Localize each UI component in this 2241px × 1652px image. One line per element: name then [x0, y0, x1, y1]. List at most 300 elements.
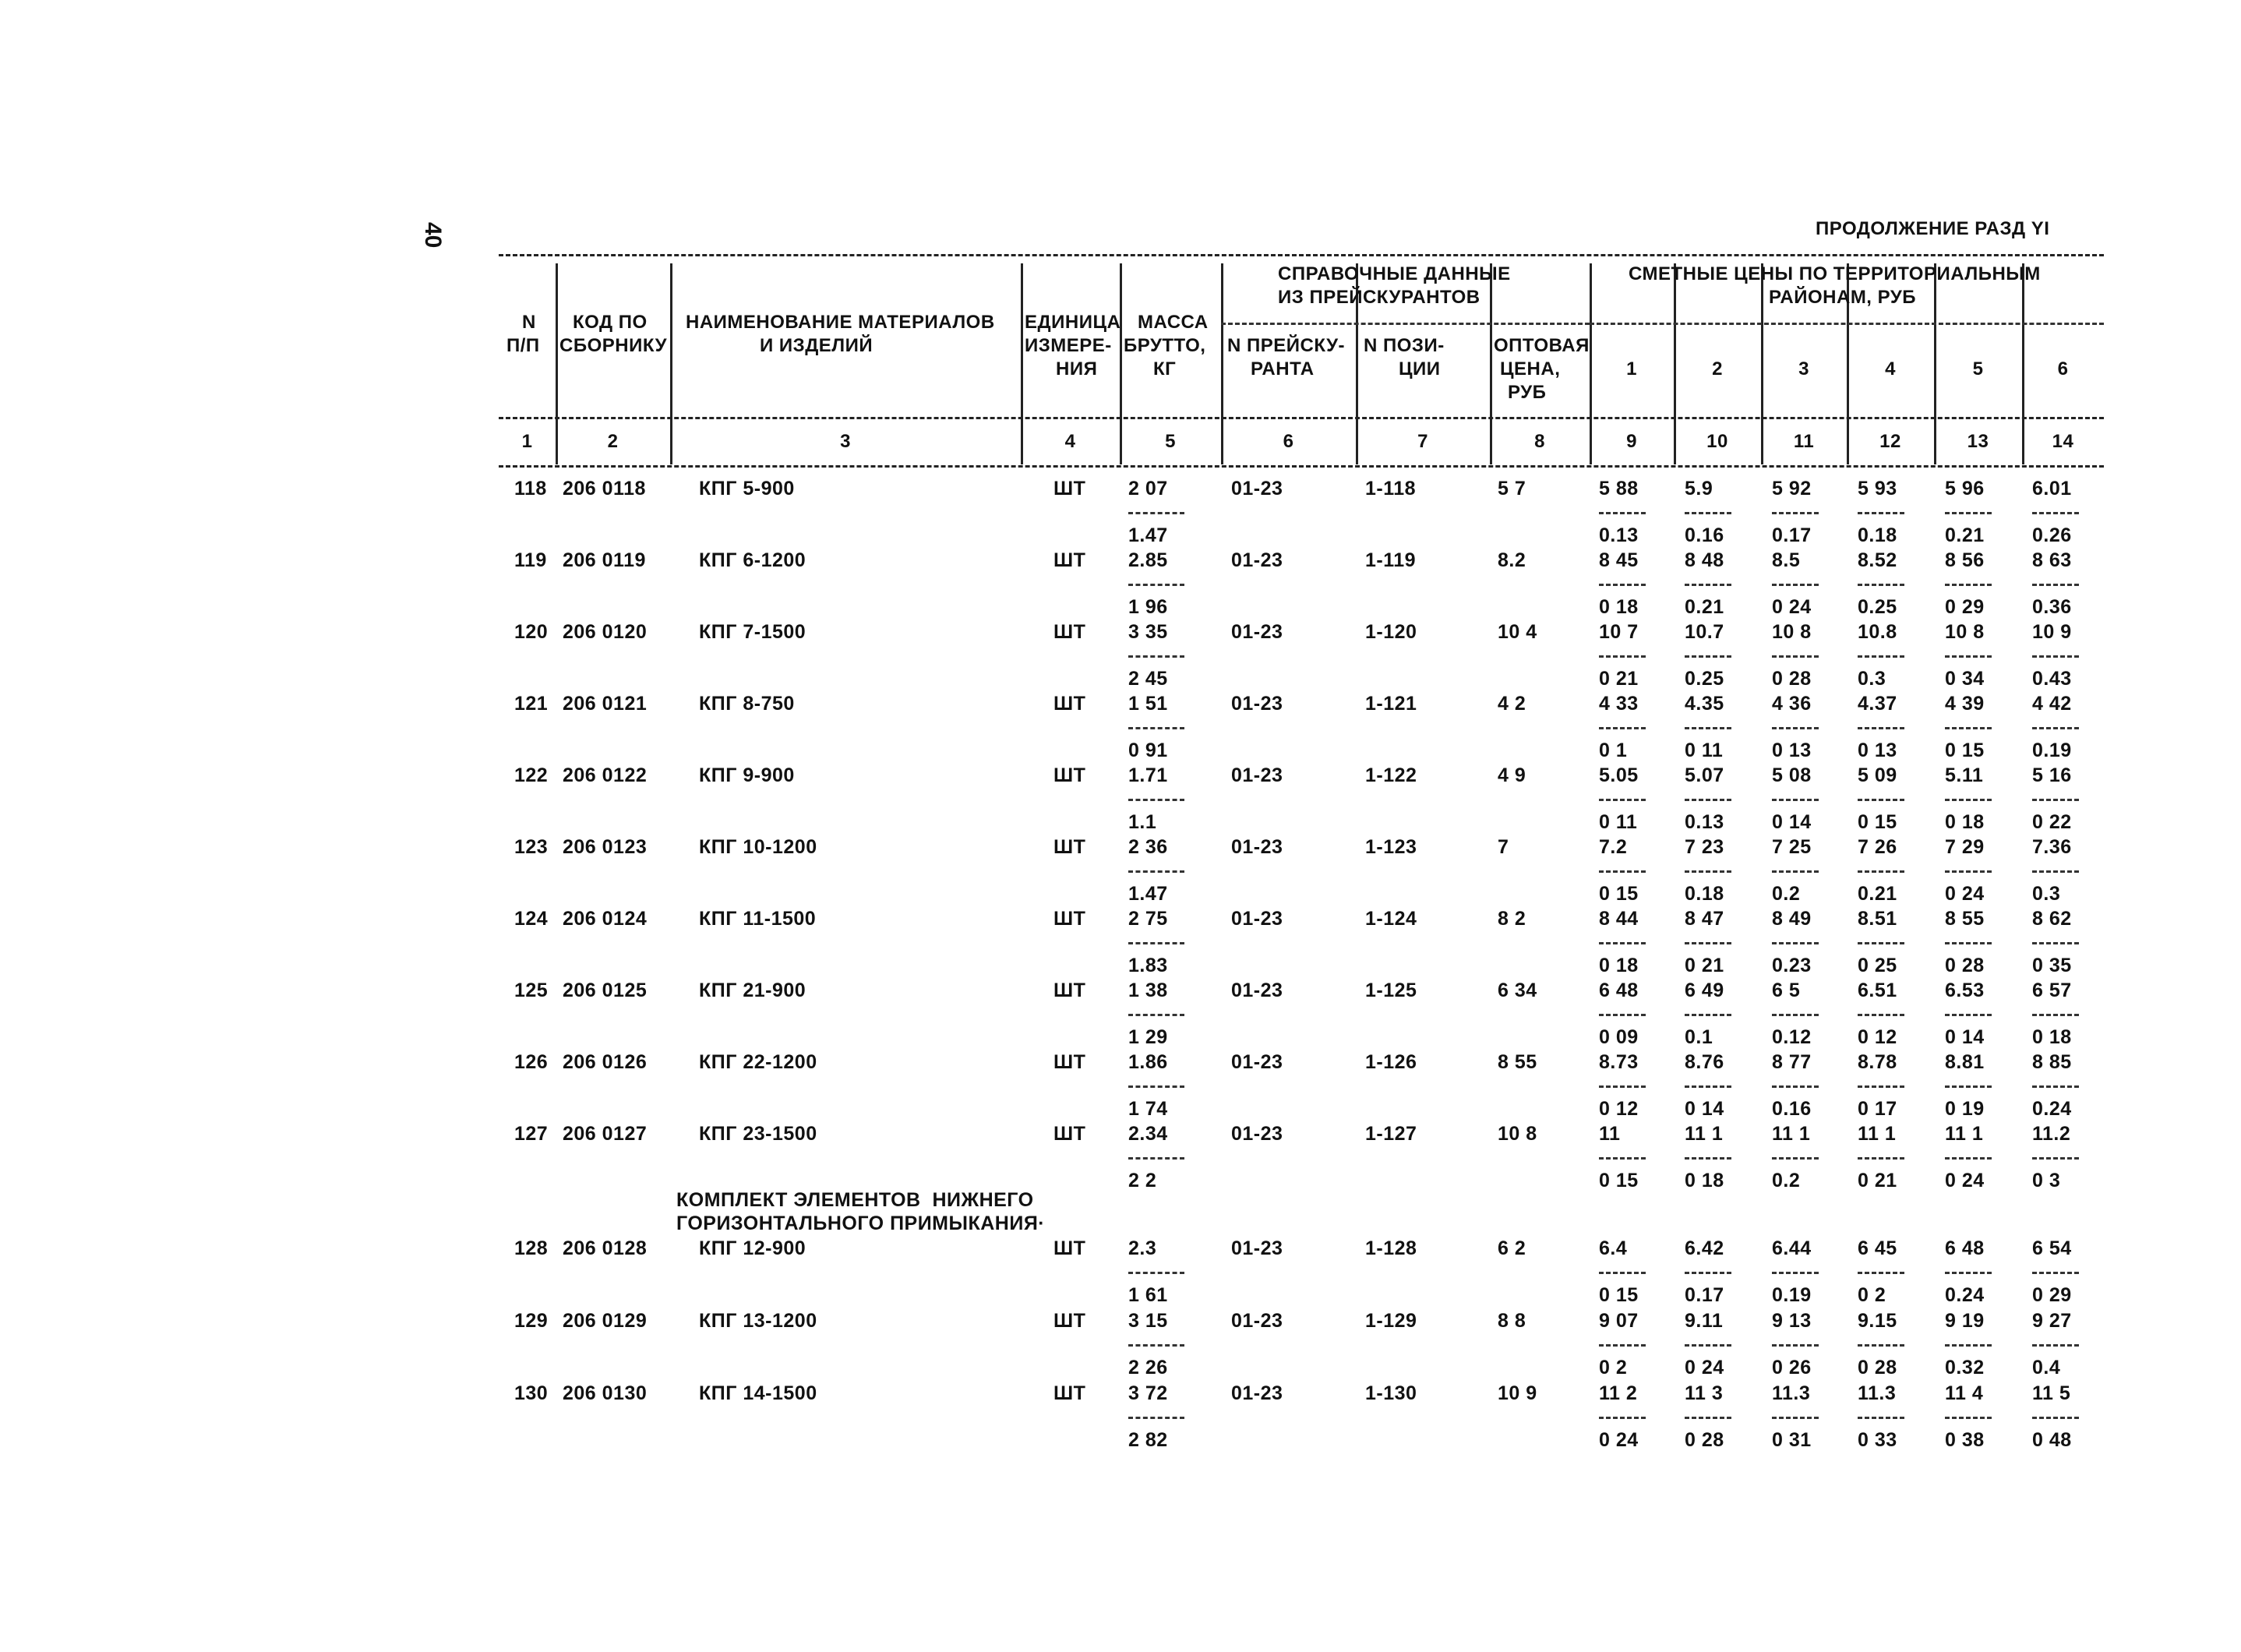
row-region-sub: 0 11	[1599, 811, 1638, 833]
row-region-sub: 0 29	[2032, 1284, 2072, 1306]
price-fraction-bar	[1599, 799, 1646, 801]
row-region-price: 11 3	[1685, 1382, 1724, 1404]
row-region-price: 8.76	[1685, 1051, 1724, 1073]
row-unit: ШТ	[1053, 908, 1086, 930]
row-mass: 2 36	[1128, 836, 1168, 858]
row-region-sub: 0 24	[1945, 883, 1985, 905]
header-code: КОД ПО	[573, 312, 648, 333]
price-fraction-bar	[1858, 512, 1904, 514]
header-bottom-rule	[499, 417, 2104, 419]
price-fraction-bar	[2032, 1344, 2079, 1347]
row-mass: 1.71	[1128, 764, 1168, 786]
row-number: 124	[514, 908, 549, 930]
row-region-price: 8.78	[1858, 1051, 1897, 1073]
price-fraction-bar	[1772, 1417, 1819, 1419]
price-fraction-bar	[2032, 870, 2079, 873]
row-region-price: 11 5	[2032, 1382, 2071, 1404]
row-wholesale-price: 4 2	[1498, 693, 1526, 715]
header-region-3: 3	[1798, 358, 1809, 379]
header-name: И ИЗДЕЛИЙ	[760, 335, 873, 356]
row-region-price: 5 16	[2032, 764, 2072, 786]
row-code: 206 0127	[563, 1123, 648, 1145]
row-region-sub: 0.36	[2032, 596, 2072, 618]
row-region-sub: 0 25	[1858, 955, 1897, 976]
price-fraction-bar	[1685, 870, 1731, 873]
row-wholesale-price: 4 9	[1498, 764, 1526, 786]
row-code: 206 0124	[563, 908, 648, 930]
price-fraction-bar	[1945, 512, 1992, 514]
row-number: 125	[514, 980, 549, 1001]
price-fraction-bar	[2032, 942, 2079, 944]
column-number-6: 6	[1283, 431, 1294, 452]
row-region-sub: 0 15	[1599, 883, 1639, 905]
row-position: 1-125	[1365, 980, 1417, 1001]
row-name: КПГ 13-1200	[699, 1310, 817, 1332]
price-fraction-bar	[1685, 727, 1731, 729]
row-region-sub: 0 11	[1685, 740, 1724, 761]
row-unit: ШТ	[1053, 1237, 1086, 1259]
row-position: 1-129	[1365, 1310, 1417, 1332]
price-fraction-bar	[1772, 870, 1819, 873]
column-number-9: 9	[1626, 431, 1637, 452]
column-number-2: 2	[607, 431, 619, 452]
row-region-sub: 0.2	[1772, 883, 1801, 905]
price-fraction-bar	[1945, 1157, 1992, 1160]
row-name: КПГ 12-900	[699, 1237, 806, 1259]
row-code: 206 0121	[563, 693, 648, 715]
price-fraction-bar	[1945, 1344, 1992, 1347]
row-region-price: 4 42	[2032, 693, 2072, 715]
price-fraction-bar	[1945, 1085, 1992, 1088]
row-position: 1-128	[1365, 1237, 1417, 1259]
row-mass-sub: 2 2	[1128, 1170, 1157, 1191]
price-fraction-bar	[1858, 799, 1904, 801]
row-code: 206 0130	[563, 1382, 648, 1404]
row-position: 1-118	[1365, 478, 1417, 499]
row-region-sub: 0.3	[2032, 883, 2061, 905]
row-region-price: 7 23	[1685, 836, 1724, 858]
row-position: 1-123	[1365, 836, 1417, 858]
mass-fraction-bar	[1128, 1014, 1184, 1016]
row-region-sub: 0 2	[1599, 1357, 1628, 1378]
row-region-price: 4 33	[1599, 693, 1639, 715]
row-name: КПГ 10-1200	[699, 836, 817, 858]
row-region-sub: 0 18	[1945, 811, 1985, 833]
row-region-sub: 0.18	[1858, 524, 1897, 546]
row-region-sub: 0 1	[1599, 740, 1628, 761]
row-region-sub: 0.21	[1858, 883, 1897, 905]
row-unit: ШТ	[1053, 693, 1086, 715]
row-region-price: 8 44	[1599, 908, 1639, 930]
row-unit: ШТ	[1053, 1051, 1086, 1073]
header-ref-group: ИЗ ПРЕЙСКУРАНТОВ	[1278, 287, 1480, 308]
row-region-sub: 0.26	[2032, 524, 2072, 546]
row-region-sub: 0 21	[1599, 668, 1639, 690]
header-region-5: 5	[1972, 358, 1984, 379]
row-region-price: 5 08	[1772, 764, 1812, 786]
price-fraction-bar	[2032, 727, 2079, 729]
price-fraction-bar	[2032, 1085, 2079, 1088]
row-mass-sub: 2 26	[1128, 1357, 1168, 1378]
row-pricelist: 01-23	[1231, 1382, 1283, 1404]
row-wholesale-price: 8.2	[1498, 549, 1526, 571]
row-region-price: 11.3	[1772, 1382, 1811, 1404]
row-region-price: 10 7	[1599, 621, 1639, 643]
row-code: 206 0123	[563, 836, 648, 858]
row-name: КПГ 23-1500	[699, 1123, 817, 1145]
row-number: 120	[514, 621, 549, 643]
price-fraction-bar	[1685, 1157, 1731, 1160]
column-number-13: 13	[1967, 431, 1989, 452]
ref-group-rule	[1221, 323, 1590, 325]
header-region-group: СМЕТНЫЕ ЦЕНЫ ПО ТЕРРИТОРИАЛЬНЫМ	[1629, 263, 2041, 284]
header-mass: КГ	[1153, 358, 1177, 379]
row-unit: ШТ	[1053, 478, 1086, 499]
row-name: КПГ 21-900	[699, 980, 806, 1001]
row-region-sub: 0 38	[1945, 1429, 1985, 1451]
row-pricelist: 01-23	[1231, 980, 1283, 1001]
row-name: КПГ 6-1200	[699, 549, 806, 571]
row-code: 206 0122	[563, 764, 648, 786]
row-number: 128	[514, 1237, 549, 1259]
price-fraction-bar	[1858, 727, 1904, 729]
row-pricelist: 01-23	[1231, 1051, 1283, 1073]
row-region-sub: 0.16	[1772, 1098, 1812, 1120]
colnum-bottom-rule	[499, 465, 2104, 468]
price-fraction-bar	[1772, 1157, 1819, 1160]
price-fraction-bar	[1945, 870, 1992, 873]
row-wholesale-price: 8 55	[1498, 1051, 1537, 1073]
price-fraction-bar	[1599, 584, 1646, 586]
row-region-sub: 0 24	[1945, 1170, 1985, 1191]
region-group-rule	[1590, 323, 2104, 325]
row-mass: 2 07	[1128, 478, 1168, 499]
row-mass-sub: 1.83	[1128, 955, 1168, 976]
row-region-price: 8 49	[1772, 908, 1812, 930]
row-region-sub: 0 24	[1599, 1429, 1639, 1451]
price-fraction-bar	[1772, 655, 1819, 658]
price-fraction-bar	[1772, 1272, 1819, 1274]
row-region-price: 8 45	[1599, 549, 1639, 571]
row-region-sub: 0 14	[1945, 1026, 1985, 1048]
row-region-price: 8 62	[2032, 908, 2072, 930]
price-fraction-bar	[1772, 1014, 1819, 1016]
price-fraction-bar	[1945, 1272, 1992, 1274]
header-name: НАИМЕНОВАНИЕ МАТЕРИАЛОВ	[686, 312, 995, 333]
price-fraction-bar	[1858, 655, 1904, 658]
header-region-group: РАЙОНАМ, РУБ	[1769, 287, 1917, 308]
row-region-price: 5 96	[1945, 478, 1985, 499]
price-fraction-bar	[1685, 1417, 1731, 1419]
row-position: 1-127	[1365, 1123, 1417, 1145]
price-fraction-bar	[1945, 942, 1992, 944]
row-number: 127	[514, 1123, 549, 1145]
column-number-10: 10	[1706, 431, 1728, 452]
row-region-sub: 0 09	[1599, 1026, 1639, 1048]
row-region-sub: 0.24	[1945, 1284, 1985, 1306]
row-region-sub: 0 35	[2032, 955, 2072, 976]
mass-fraction-bar	[1128, 799, 1184, 801]
price-fraction-bar	[1599, 1085, 1646, 1088]
row-position: 1-119	[1365, 549, 1417, 571]
row-region-sub: 0 12	[1599, 1098, 1639, 1120]
row-region-price: 10.8	[1858, 621, 1897, 643]
row-region-price: 11 2	[1599, 1382, 1638, 1404]
row-region-price: 6.01	[2032, 478, 2072, 499]
price-fraction-bar	[1858, 1085, 1904, 1088]
row-mass-sub: 1 74	[1128, 1098, 1168, 1120]
row-pricelist: 01-23	[1231, 1310, 1283, 1332]
row-region-price: 6.44	[1772, 1237, 1812, 1259]
row-wholesale-price: 10 9	[1498, 1382, 1537, 1404]
row-name: КПГ 8-750	[699, 693, 795, 715]
row-region-price: 11	[1599, 1123, 1621, 1145]
price-fraction-bar	[1945, 584, 1992, 586]
header-np: П/П	[506, 335, 540, 356]
row-region-sub: 0 18	[2032, 1026, 2072, 1048]
row-mass: 1 38	[1128, 980, 1168, 1001]
mass-fraction-bar	[1128, 1085, 1184, 1088]
header-np: N	[522, 312, 536, 333]
price-fraction-bar	[1772, 1085, 1819, 1088]
header-ref-group: СПРАВОЧНЫЕ ДАННЫЕ	[1278, 263, 1511, 284]
price-fraction-bar	[1599, 1157, 1646, 1160]
mass-fraction-bar	[1128, 870, 1184, 873]
row-name: КПГ 11-1500	[699, 908, 817, 930]
price-fraction-bar	[2032, 1157, 2079, 1160]
row-region-sub: 0 28	[1685, 1429, 1724, 1451]
row-region-price: 11.3	[1858, 1382, 1897, 1404]
price-fraction-bar	[1685, 1014, 1731, 1016]
row-region-price: 6.42	[1685, 1237, 1724, 1259]
mass-fraction-bar	[1128, 512, 1184, 514]
header-pricelist: РАНТА	[1251, 358, 1315, 379]
row-region-price: 6 5	[1772, 980, 1801, 1001]
row-region-sub: 0 34	[1945, 668, 1985, 690]
row-region-sub: 0 28	[1858, 1357, 1897, 1378]
price-fraction-bar	[1685, 655, 1731, 658]
row-region-price: 8 48	[1685, 549, 1724, 571]
row-code: 206 0129	[563, 1310, 648, 1332]
price-fraction-bar	[2032, 1272, 2079, 1274]
column-number-4: 4	[1064, 431, 1076, 452]
row-mass: 2 75	[1128, 908, 1168, 930]
section-caption: КОМПЛЕКТ ЭЛЕМЕНТОВ НИЖНЕГО	[676, 1189, 1034, 1211]
row-region-sub: 0.25	[1858, 596, 1897, 618]
row-region-price: 8 85	[2032, 1051, 2072, 1073]
row-region-price: 8 63	[2032, 549, 2072, 571]
row-wholesale-price: 6 34	[1498, 980, 1537, 1001]
row-number: 126	[514, 1051, 549, 1073]
table-top-rule	[499, 254, 2104, 256]
row-mass: 2.34	[1128, 1123, 1168, 1145]
header-pricelist: N ПРЕЙСКУ-	[1227, 335, 1346, 356]
row-wholesale-price: 7	[1498, 836, 1509, 858]
row-region-price: 6 57	[2032, 980, 2072, 1001]
row-region-sub: 0 3	[2032, 1170, 2061, 1191]
row-mass: 2.85	[1128, 549, 1168, 571]
row-region-sub: 0 14	[1772, 811, 1812, 833]
row-region-sub: 0.17	[1685, 1284, 1724, 1306]
row-region-price: 6 48	[1945, 1237, 1985, 1259]
row-unit: ШТ	[1053, 1123, 1086, 1145]
price-fraction-bar	[1599, 942, 1646, 944]
row-region-sub: 0.4	[2032, 1357, 2061, 1378]
row-wholesale-price: 5 7	[1498, 478, 1526, 499]
row-region-sub: 0 48	[2032, 1429, 2072, 1451]
price-fraction-bar	[1685, 942, 1731, 944]
row-region-price: 6.51	[1858, 980, 1897, 1001]
row-region-price: 7.36	[2032, 836, 2072, 858]
row-mass-sub: 1 96	[1128, 596, 1168, 618]
row-region-price: 6.53	[1945, 980, 1985, 1001]
mass-fraction-bar	[1128, 1157, 1184, 1160]
column-number-1: 1	[521, 431, 533, 452]
price-fraction-bar	[1599, 870, 1646, 873]
header-wholesale: ОПТОВАЯ	[1494, 335, 1590, 356]
row-region-sub: 0.3	[1858, 668, 1886, 690]
row-region-sub: 0.23	[1772, 955, 1812, 976]
row-pricelist: 01-23	[1231, 693, 1283, 715]
row-mass: 3 15	[1128, 1310, 1168, 1332]
row-region-sub: 0 18	[1599, 596, 1639, 618]
mass-fraction-bar	[1128, 584, 1184, 586]
row-region-sub: 0 2	[1858, 1284, 1886, 1306]
row-region-price: 6.4	[1599, 1237, 1628, 1259]
price-fraction-bar	[1599, 1344, 1646, 1347]
price-fraction-bar	[1772, 512, 1819, 514]
row-region-sub: 0 21	[1858, 1170, 1897, 1191]
row-region-sub: 0.19	[1772, 1284, 1812, 1306]
row-region-price: 7.2	[1599, 836, 1628, 858]
row-region-sub: 0 18	[1599, 955, 1639, 976]
row-region-price: 6 49	[1685, 980, 1724, 1001]
price-fraction-bar	[1945, 1417, 1992, 1419]
row-wholesale-price: 8 2	[1498, 908, 1526, 930]
row-position: 1-126	[1365, 1051, 1417, 1073]
row-region-sub: 0 13	[1772, 740, 1812, 761]
mass-fraction-bar	[1128, 942, 1184, 944]
row-region-price: 7 26	[1858, 836, 1897, 858]
row-region-price: 9 13	[1772, 1310, 1812, 1332]
row-region-price: 4 36	[1772, 693, 1812, 715]
row-number: 121	[514, 693, 549, 715]
row-region-sub: 0 24	[1772, 596, 1812, 618]
price-fraction-bar	[1685, 799, 1731, 801]
mass-fraction-bar	[1128, 1417, 1184, 1419]
row-region-sub: 0.25	[1685, 668, 1724, 690]
price-fraction-bar	[2032, 1014, 2079, 1016]
row-unit: ШТ	[1053, 549, 1086, 571]
header-mass: МАССА	[1138, 312, 1209, 333]
row-region-price: 8 77	[1772, 1051, 1812, 1073]
row-code: 206 0126	[563, 1051, 648, 1073]
row-pricelist: 01-23	[1231, 621, 1283, 643]
row-pricelist: 01-23	[1231, 1123, 1283, 1145]
row-name: КПГ 5-900	[699, 478, 795, 499]
price-fraction-bar	[1858, 1272, 1904, 1274]
header-region-6: 6	[2057, 358, 2069, 379]
row-region-price: 9 27	[2032, 1310, 2072, 1332]
price-fraction-bar	[1599, 655, 1646, 658]
mass-fraction-bar	[1128, 655, 1184, 658]
row-region-price: 8.51	[1858, 908, 1897, 930]
header-region-4: 4	[1885, 358, 1896, 379]
row-region-sub: 0.13	[1685, 811, 1724, 833]
row-region-sub: 0.16	[1685, 524, 1724, 546]
mass-fraction-bar	[1128, 1272, 1184, 1274]
row-mass: 3 35	[1128, 621, 1168, 643]
price-fraction-bar	[1599, 1014, 1646, 1016]
header-wholesale: ЦЕНА,	[1500, 358, 1561, 379]
row-code: 206 0118	[563, 478, 646, 499]
row-region-sub: 0.32	[1945, 1357, 1985, 1378]
column-number-3: 3	[840, 431, 851, 452]
header-code: СБОРНИКУ	[559, 335, 668, 356]
row-mass: 1.86	[1128, 1051, 1168, 1073]
row-region-sub: 0 29	[1945, 596, 1985, 618]
row-region-sub: 0 17	[1858, 1098, 1897, 1120]
row-region-price: 8.52	[1858, 549, 1897, 571]
row-region-sub: 0 24	[1685, 1357, 1724, 1378]
row-region-sub: 0 22	[2032, 811, 2072, 833]
row-name: КПГ 14-1500	[699, 1382, 817, 1404]
row-region-sub: 0.13	[1599, 524, 1639, 546]
row-name: КПГ 22-1200	[699, 1051, 817, 1073]
price-fraction-bar	[1858, 1417, 1904, 1419]
row-region-price: 9.15	[1858, 1310, 1897, 1332]
row-region-price: 9 19	[1945, 1310, 1985, 1332]
row-pricelist: 01-23	[1231, 549, 1283, 571]
row-region-sub: 0.17	[1772, 524, 1812, 546]
row-mass-sub: 1 61	[1128, 1284, 1168, 1306]
row-region-price: 6 48	[1599, 980, 1639, 1001]
row-mass-sub: 1.1	[1128, 811, 1157, 833]
row-number: 122	[514, 764, 549, 786]
column-number-5: 5	[1165, 431, 1176, 452]
row-region-sub: 0 28	[1945, 955, 1985, 976]
row-code: 206 0119	[563, 549, 646, 571]
page-number: 40	[420, 222, 446, 249]
row-unit: ШТ	[1053, 764, 1086, 786]
row-mass-sub: 0 91	[1128, 740, 1168, 761]
price-fraction-bar	[1772, 799, 1819, 801]
row-region-price: 11 4	[1945, 1382, 1984, 1404]
row-wholesale-price: 10 4	[1498, 621, 1537, 643]
row-region-sub: 0.19	[2032, 740, 2072, 761]
row-number: 119	[514, 549, 547, 571]
price-fraction-bar	[1858, 1157, 1904, 1160]
row-region-sub: 0.21	[1685, 596, 1724, 618]
row-region-price: 10 8	[1772, 621, 1812, 643]
header-unit: НИЯ	[1056, 358, 1098, 379]
header-unit: ИЗМЕРЕ-	[1025, 335, 1112, 356]
row-position: 1-122	[1365, 764, 1417, 786]
price-fraction-bar	[1685, 1272, 1731, 1274]
header-position: N ПОЗИ-	[1364, 335, 1445, 356]
row-region-price: 5 88	[1599, 478, 1639, 499]
row-name: КПГ 7-1500	[699, 621, 806, 643]
header-position: ЦИИ	[1399, 358, 1441, 379]
price-fraction-bar	[1599, 727, 1646, 729]
price-fraction-bar	[1599, 1272, 1646, 1274]
row-wholesale-price: 10 8	[1498, 1123, 1537, 1145]
price-fraction-bar	[1945, 655, 1992, 658]
price-fraction-bar	[1858, 1344, 1904, 1347]
column-number-14: 14	[2052, 431, 2074, 452]
row-position: 1-130	[1365, 1382, 1417, 1404]
row-region-sub: 0 31	[1772, 1429, 1812, 1451]
